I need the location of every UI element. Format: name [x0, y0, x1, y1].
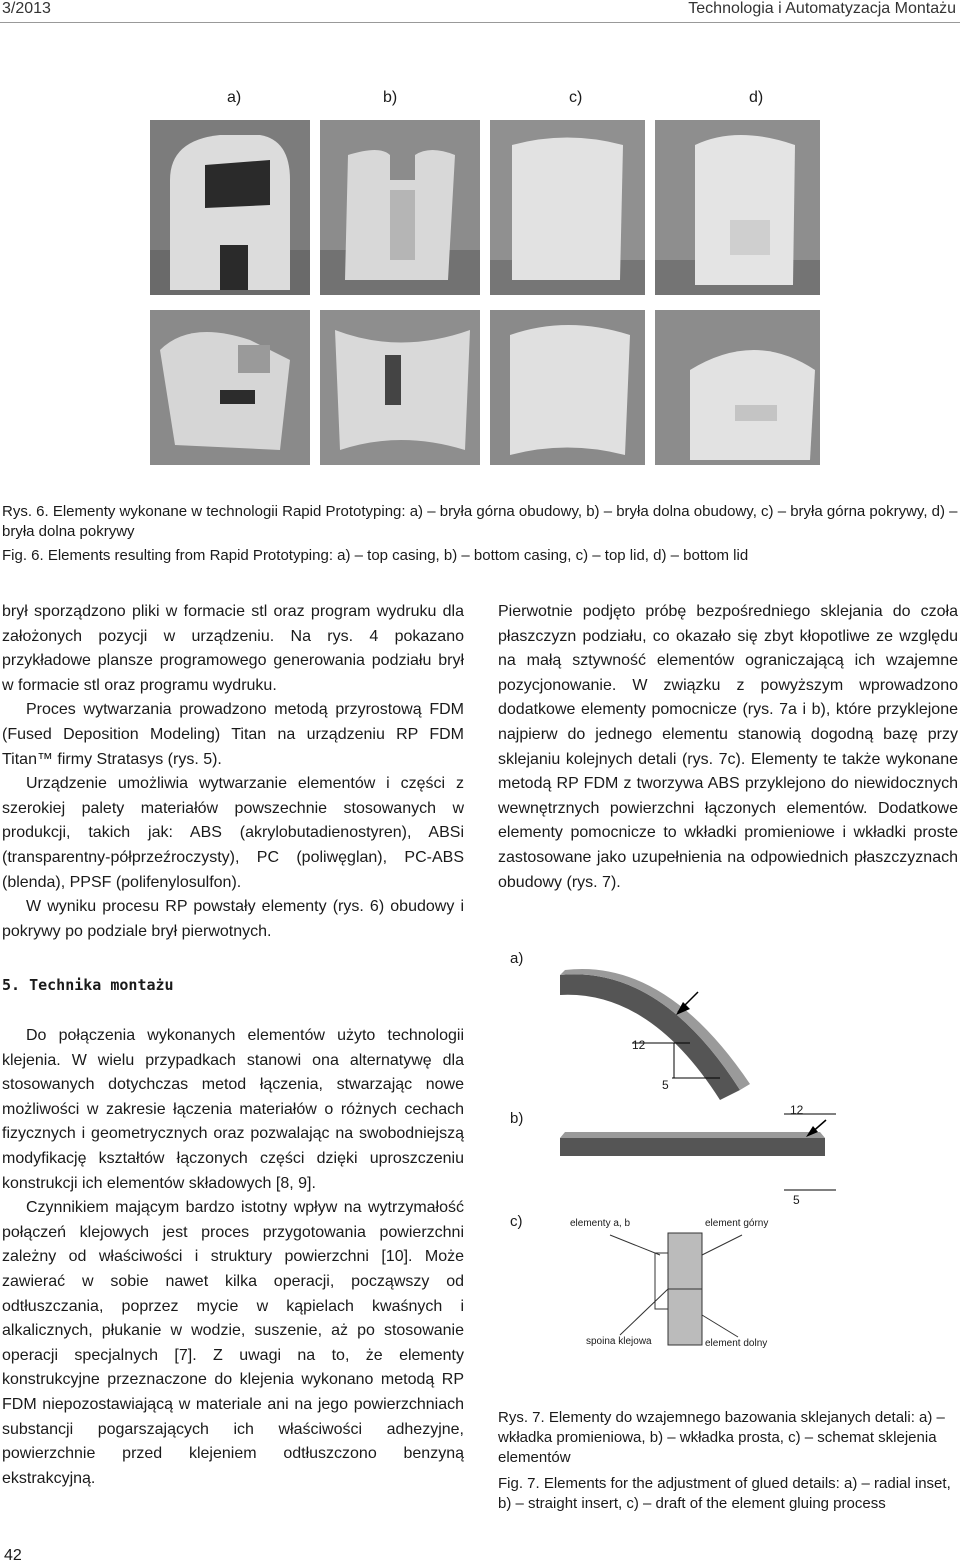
paragraph: Czynnikiem mającym bardzo istotny wpływ na wytrzymałość połączeń klejowych jest proces przygotowania powierzchni zależny od właściwości i struktury powierzchni [10]. Może zawierać w sobie nawet kilka operacji, począwszy od odtłuszczania, poprzez mycie w kąpielach kwaśnych i alkalicznych, płukanie w wodzie, suszenie, aż po stosowanie operacji specjalnych [7]. Z uwagi na to, że elementy konstrukcyjne przeznaczone do klejenia wykonano metodą RP FDM niepozostawiającą w materiale ani na jego powierzchniach substancji pogarszających ich właściwości adhezyjne, powierzchnie przed klejeniem odtłuszczono benzyną ekstrakcyjną. [2, 1199, 464, 1487]
fig6-caption-pl: Rys. 6. Elementy wykonane w technologii Rapid Prototyping: a) – bryła górna obudowy, b) – bryła dolna obudowy, c) – bryła górna pokrywy, d) – bryła dolna pokrywy [2, 503, 958, 540]
photo-bottom-casing-front [320, 120, 480, 295]
paragraph: Proces wytwarzania prowadzono metodą przyrostową FDM (Fused Deposition Modeling) Titan na urządzeniu RP FDM Titan™ firmy Stratasys (rys. 5). [2, 701, 464, 768]
journal-title: Technologia i Automatyzacja Montażu [688, 0, 956, 17]
fig6-label-d: d) [749, 89, 764, 106]
right-column-text [498, 600, 958, 895]
fig7-label-a: a) [510, 950, 524, 967]
fig6-caption-en: Fig. 6. Elements resulting from Rapid Prototyping: a) – top casing, b) – bottom casing, c) – top lid, d) – bottom lid [2, 547, 749, 564]
fig6-label-b: b) [383, 89, 398, 106]
paragraph: Do połączenia wykonanych elementów użyto technologii klejenia. W wielu przypadkach stanowi ona alternatywę dla stosowanych dotychczas metod łączenia, stwarzając nowe możliwości w zakresie łączenia materiałów o różnych cechach fizycznych i geometrycznych oraz pozwalając na swobodniejszą modyfikację kształtów łączonych części dzięki uproszczeniu konstrukcji ich elementów składowych [8, 9]. [2, 1027, 464, 1192]
schematic-label-top-element: element górny [705, 1218, 769, 1229]
photo-bottom-lid-back [655, 310, 820, 465]
schematic-label-bottom-element: element dolny [705, 1338, 768, 1349]
photo-top-casing-front [150, 120, 310, 295]
paragraph: W wyniku procesu RP powstały elementy (rys. 6) obudowy i pokrywy po podziale brył pierwotnych. [2, 898, 464, 940]
fig6-label-a: a) [227, 89, 242, 106]
photo-top-lid-front [490, 120, 645, 295]
fig7-label-c: c) [510, 1213, 523, 1230]
paragraph: Urządzenie umożliwia wytwarzanie elementów i części z szerokiej palety materiałów powszechnie stosowanych w produkcji, takich jak: ABS (akrylobutadienostyren), ABSi (transparentny-półprzeźroczysty), PC (poliwęglan), PC-ABS (blenda), PPSF (polifenylosulfon). [2, 775, 464, 891]
section-heading: 5. Technika montażu [2, 976, 174, 994]
photo-bottom-casing-back [320, 310, 480, 465]
schematic-label-elements-ab: elementy a, b [570, 1218, 631, 1229]
header-divider [0, 22, 960, 23]
dim-label: 5 [662, 1078, 669, 1092]
dim-label: 12 [632, 1038, 646, 1052]
photo-bottom-lid-front [655, 120, 820, 295]
dim-label: 5 [793, 1193, 800, 1207]
page-number: 42 [4, 1547, 22, 1564]
fig7-caption-pl: Rys. 7. Elementy do wzajemnego bazowania sklejanych detali: a) – wkładka promieniowa, b) – wkładka prosta, c) – schemat sklejenia elementów [498, 1409, 945, 1466]
photo-top-casing-back [150, 310, 310, 465]
fig7-caption-en: Fig. 7. Elements for the adjustment of glued details: a) – radial inset, b) – straight insert, c) – draft of the element gluing process [498, 1475, 951, 1512]
issue-number: 3/2013 [2, 0, 51, 17]
fig7-label-b: b) [510, 1110, 524, 1127]
section-text [2, 1024, 464, 1491]
radial-insert-drawing [540, 950, 840, 1100]
photo-top-lid-back [490, 310, 645, 465]
left-column-text [2, 600, 464, 944]
dim-label: 12 [790, 1103, 804, 1117]
fig6-label-c: c) [569, 89, 583, 106]
gluing-schematic-drawing [560, 1225, 800, 1350]
paragraph: Pierwotnie podjęto próbę bezpośredniego sklejania do czoła płaszczyzn podziału, co okazało się zbyt kłopotliwe ze względu na małą sztywność elementów ograniczającą ich wzajemne pozycjonowanie. W związku z powyższym wprowadzono dodatkowe elementy pomocnicze (rys. 7a i b), które przyklejone najpierw do jednego elementu stanowią dogodną bazę przy sklejaniu kolejnych detali (rys. 7c). Elementy te także wykonane metodą RP FDM z tworzywa ABS przyklejono do niewidocznych wewnętrznych powierzchni łączonych elementów. Dodatkowe elementy pomocnicze to wkładki promieniowe i wkładki proste zastosowane jako uzupełnienia na odpowiednich płaszczyznach obudowy (rys. 7). [498, 603, 958, 891]
paragraph: brył sporządzono pliki w formacie stl oraz program wydruku dla założonych pozycji w urządzeniu. Na rys. 4 pokazano przykładowe plansze programowego generowania podziału brył w formacie stl oraz programu wydruku. [2, 603, 464, 694]
schematic-label-glue-joint: spoina klejowa [586, 1336, 652, 1347]
